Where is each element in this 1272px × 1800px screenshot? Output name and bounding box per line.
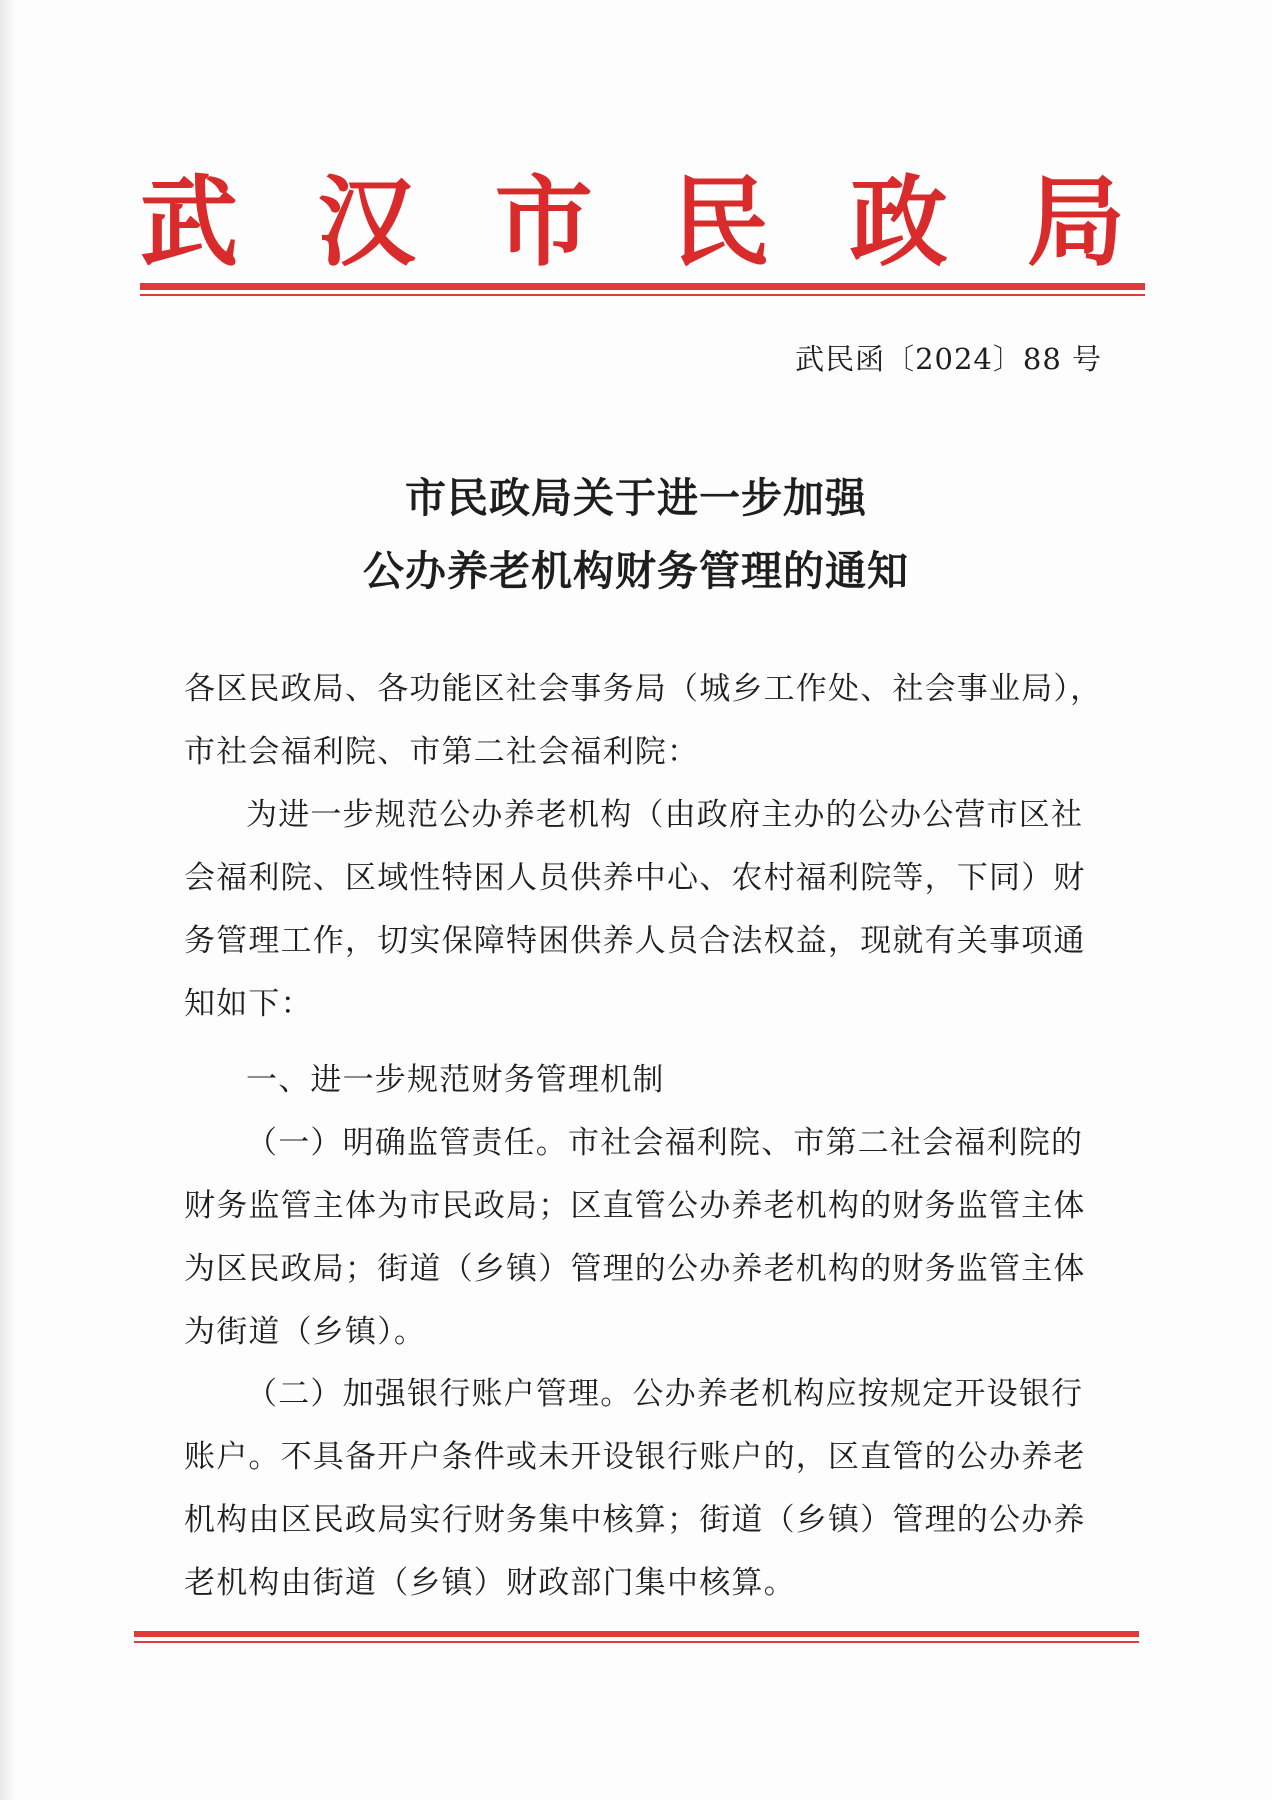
section-heading-1	[184, 1049, 1104, 1112]
masthead-title	[140, 158, 1125, 288]
document-title-line-1: 市民政局关于进一步加强	[405, 474, 867, 522]
masthead-char: 市	[494, 165, 593, 280]
masthead-char: 民	[672, 165, 771, 280]
addressee	[184, 658, 1104, 784]
document-number: 武民函〔2024〕88 号	[795, 342, 1102, 376]
section-heading-text: 一、进一步规范财务管理机制	[246, 1062, 665, 1098]
footer-red-rule	[134, 1631, 1139, 1637]
scan-edge-shadow	[0, 0, 16, 1800]
addressee-text: 各区民政局、各功能区社会事务局（城乡工作处、社会事业局），市社会福利院、市第二社会福利院：	[184, 671, 1103, 770]
masthead-char: 局	[1026, 165, 1125, 280]
item-1-paragraph	[184, 1112, 1104, 1364]
masthead-char: 武	[140, 165, 239, 280]
document-title-line-2: 公办养老机构财务管理的通知	[363, 547, 909, 595]
header-red-rule	[140, 283, 1145, 290]
intro-text: 为进一步规范公办养老机构（由政府主办的公办公营市区社会福利院、区域性特困人员供养中心、农村福利院等，下同）财务管理工作，切实保障特困供养人员合法权益，现就有关事项通知如下：	[184, 797, 1086, 1022]
intro-paragraph	[184, 784, 1104, 1036]
header-red-rule-thin	[140, 294, 1145, 296]
item-2-text: （二）加强银行账户管理。公办养老机构应按规定开设银行账户。不具备开户条件或未开设银行账户的，区直管的公办养老机构由区民政局实行财务集中核算；街道（乡镇）管理的公办养老机构由街道（乡镇）财政部门集中核算。	[184, 1376, 1086, 1601]
masthead-char: 汉	[317, 165, 416, 280]
footer-red-rule-thin	[134, 1641, 1139, 1643]
item-2-paragraph	[184, 1363, 1104, 1615]
masthead-char: 政	[849, 165, 948, 280]
item-1-text: （一）明确监管责任。市社会福利院、市第二社会福利院的财务监管主体为市民政局；区直管公办养老机构的财务监管主体为区民政局；街道（乡镇）管理的公办养老机构的财务监管主体为街道（乡镇）。	[184, 1125, 1086, 1350]
